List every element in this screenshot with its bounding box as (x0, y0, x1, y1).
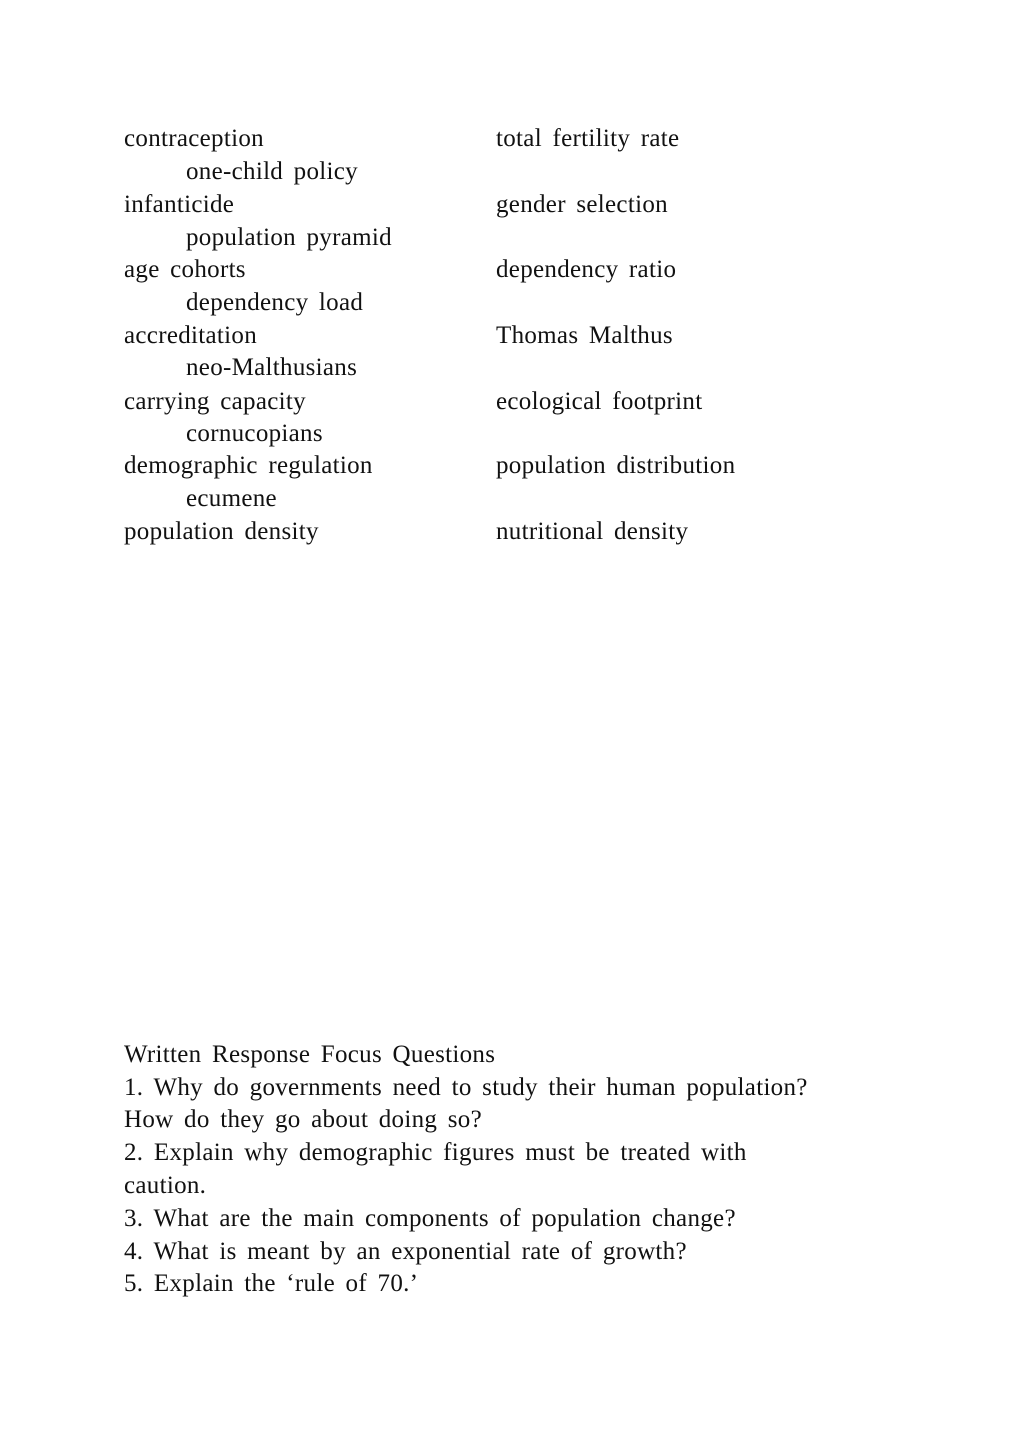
term-ecological-footprint: ecological footprint (496, 388, 703, 415)
question-1: 1. Why do governments need to study their human population? (124, 1074, 808, 1101)
question-2-continued: caution. (124, 1172, 207, 1199)
term-infanticide: infanticide (124, 191, 235, 218)
term-population-density: population density (124, 518, 319, 545)
question-2: 2. Explain why demographic figures must be treated with (124, 1139, 747, 1166)
term-age-cohorts: age cohorts (124, 256, 246, 283)
term-dependency-ratio: dependency ratio (496, 256, 677, 283)
term-nutritional-density: nutritional density (496, 518, 689, 545)
question-5: 5. Explain the ‘rule of 70.’ (124, 1270, 419, 1297)
term-thomas-malthus: Thomas Malthus (496, 322, 673, 349)
term-ecumene: ecumene (186, 485, 277, 512)
question-3: 3. What are the main components of population change? (124, 1205, 736, 1232)
term-one-child-policy: one-child policy (186, 158, 358, 185)
term-gender-selection: gender selection (496, 191, 668, 218)
term-population-distribution: population distribution (496, 452, 736, 479)
question-4: 4. What is meant by an exponential rate of growth? (124, 1238, 687, 1265)
term-accreditation: accreditation (124, 322, 257, 349)
term-total-fertility-rate: total fertility rate (496, 125, 680, 152)
term-carrying-capacity: carrying capacity (124, 388, 306, 415)
term-demographic-regulation: demographic regulation (124, 452, 373, 479)
questions-heading: Written Response Focus Questions (124, 1041, 496, 1068)
term-population-pyramid: population pyramid (186, 224, 392, 251)
term-cornucopians: cornucopians (186, 420, 323, 447)
term-neo-malthusians: neo-Malthusians (186, 354, 358, 381)
term-contraception: contraception (124, 125, 264, 152)
term-dependency-load: dependency load (186, 289, 364, 316)
question-1-continued: How do they go about doing so? (124, 1106, 482, 1133)
